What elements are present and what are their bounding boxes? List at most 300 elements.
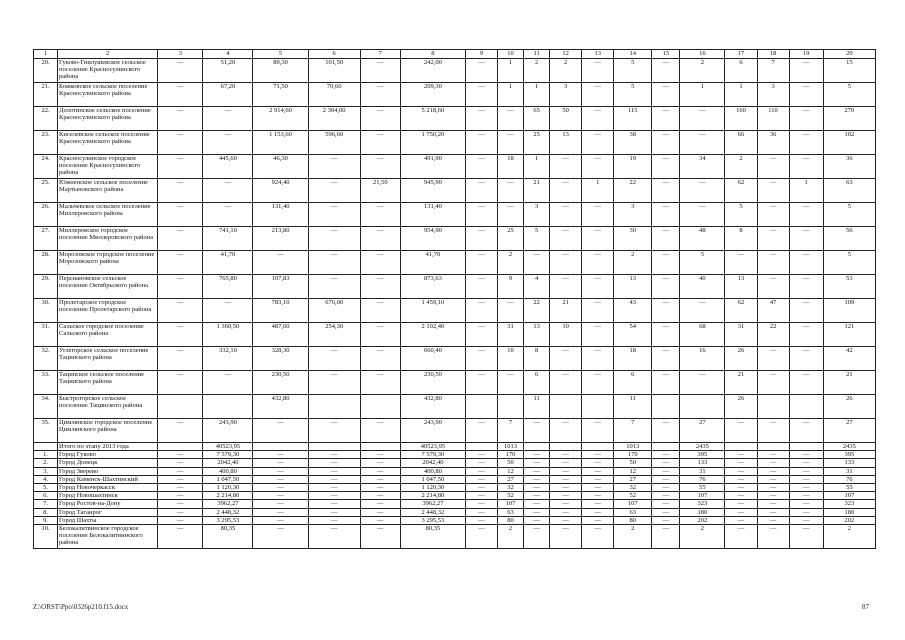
value-cell: 1 120,30	[203, 484, 253, 492]
value-cell: —	[465, 179, 497, 203]
value-cell: 21	[725, 371, 757, 395]
value-cell: —	[725, 475, 757, 483]
value-cell	[158, 395, 203, 419]
row-number-cell: 5.	[34, 484, 58, 492]
value-cell: —	[789, 59, 823, 83]
value-cell: 2435	[680, 443, 725, 451]
value-cell: —	[582, 475, 614, 483]
value-cell: 107,83	[253, 275, 308, 299]
row-number-cell: 34.	[34, 395, 58, 419]
value-cell: —	[789, 83, 823, 107]
value-cell	[253, 443, 308, 451]
value-cell: 21,50	[360, 179, 400, 203]
value-cell: —	[550, 525, 582, 549]
value-cell: —	[360, 59, 400, 83]
value-cell: —	[652, 275, 680, 299]
row-number-cell	[34, 443, 58, 451]
value-cell: 1	[680, 83, 725, 107]
value-cell: 27	[680, 419, 725, 443]
value-cell: —	[652, 467, 680, 475]
value-cell: —	[582, 371, 614, 395]
value-cell: —	[757, 155, 789, 179]
value-cell: —	[253, 500, 308, 508]
value-cell: —	[789, 107, 823, 131]
value-cell: —	[652, 525, 680, 549]
value-cell: —	[158, 525, 203, 549]
value-cell: 180	[823, 508, 875, 516]
value-cell: 10	[498, 347, 524, 371]
value-cell: 26	[823, 395, 875, 419]
value-cell: —	[465, 419, 497, 443]
value-cell: —	[158, 492, 203, 500]
value-cell: —	[652, 59, 680, 83]
value-cell: —	[757, 275, 789, 299]
column-header: 5	[253, 50, 308, 59]
value-cell: —	[789, 131, 823, 155]
value-cell: —	[524, 419, 550, 443]
value-cell: 40523,95	[400, 443, 465, 451]
value-cell: 13	[550, 131, 582, 155]
row-number-cell: 27.	[34, 227, 58, 251]
value-cell: —	[550, 475, 582, 483]
value-cell: 5	[524, 227, 550, 251]
name-cell: Город Таганрог	[58, 508, 158, 516]
value-cell: 52	[498, 492, 524, 500]
column-header: 13	[582, 50, 614, 59]
value-cell: 1013	[498, 443, 524, 451]
column-header: 18	[757, 50, 789, 59]
column-header: 19	[789, 50, 823, 59]
value-cell: —	[360, 419, 400, 443]
value-cell: —	[652, 83, 680, 107]
value-cell: 3	[614, 203, 652, 227]
value-cell: —	[789, 275, 823, 299]
value-cell: —	[550, 371, 582, 395]
value-cell	[498, 395, 524, 419]
value-cell: 68	[680, 323, 725, 347]
value-cell: 2 914,60	[253, 107, 308, 131]
row-number-cell: 22.	[34, 107, 58, 131]
column-header: 16	[680, 50, 725, 59]
value-cell: —	[757, 484, 789, 492]
value-cell: 5	[614, 83, 652, 107]
value-cell: —	[725, 508, 757, 516]
value-cell: —	[582, 467, 614, 475]
name-cell: Пролетарское городское поселение Пролетарского района	[58, 299, 158, 323]
value-cell: —	[524, 251, 550, 275]
value-cell: 332,10	[203, 347, 253, 371]
name-cell: Божковское сельское поселение Красносулинского района	[58, 83, 158, 107]
value-cell: 2 214,80	[400, 492, 465, 500]
value-cell: 80,35	[400, 525, 465, 549]
value-cell: —	[524, 492, 550, 500]
table-row	[34, 500, 876, 508]
value-cell: 209,30	[400, 83, 465, 107]
row-number-cell: 4.	[34, 475, 58, 483]
name-cell: Тацинское сельское поселение Тацинского района	[58, 371, 158, 395]
value-cell: 2	[524, 59, 550, 83]
value-cell: 53	[823, 275, 875, 299]
value-cell	[360, 443, 400, 451]
value-cell: —	[652, 323, 680, 347]
value-cell: —	[360, 299, 400, 323]
value-cell: —	[725, 419, 757, 443]
value-cell: 11	[614, 395, 652, 419]
value-cell: —	[680, 131, 725, 155]
value-cell: 40	[680, 275, 725, 299]
table-row	[34, 525, 876, 549]
value-cell: —	[725, 467, 757, 475]
value-cell: 400,80	[400, 467, 465, 475]
value-cell: —	[465, 227, 497, 251]
value-cell: —	[582, 155, 614, 179]
column-header: 1	[34, 50, 58, 59]
value-cell: 3	[524, 203, 550, 227]
value-cell: —	[789, 155, 823, 179]
value-cell: —	[465, 484, 497, 492]
value-cell: —	[757, 451, 789, 459]
value-cell: —	[308, 516, 360, 524]
value-cell: —	[158, 59, 203, 83]
value-cell: —	[360, 251, 400, 275]
value-cell: —	[789, 484, 823, 492]
row-number-cell: 30.	[34, 299, 58, 323]
value-cell: —	[789, 419, 823, 443]
value-cell: —	[158, 500, 203, 508]
value-cell: —	[757, 347, 789, 371]
value-cell: —	[757, 467, 789, 475]
value-cell: 11	[524, 395, 550, 419]
value-cell: —	[524, 484, 550, 492]
value-cell: —	[465, 459, 497, 467]
value-cell: 54	[614, 323, 652, 347]
value-cell: 1	[498, 59, 524, 83]
name-cell: Морозовское городское поселение Морозовского района	[58, 251, 158, 275]
value-cell: 102	[823, 131, 875, 155]
value-cell: —	[652, 155, 680, 179]
value-cell: —	[308, 419, 360, 443]
value-cell	[757, 443, 789, 451]
value-cell: 27	[823, 419, 875, 443]
value-cell	[203, 395, 253, 419]
value-cell: —	[360, 459, 400, 467]
value-cell: —	[465, 107, 497, 131]
value-cell: 38	[614, 131, 652, 155]
table-row	[34, 323, 876, 347]
value-cell: 133	[680, 459, 725, 467]
value-cell: —	[360, 323, 400, 347]
table-row	[34, 131, 876, 155]
value-cell: —	[203, 179, 253, 203]
value-cell: —	[158, 371, 203, 395]
column-header: 3	[158, 50, 203, 59]
value-cell: 6	[524, 371, 550, 395]
value-cell: —	[308, 179, 360, 203]
value-cell: —	[465, 59, 497, 83]
column-header: 10	[498, 50, 524, 59]
value-cell	[158, 443, 203, 451]
value-cell: 954,90	[400, 227, 465, 251]
value-cell: —	[360, 347, 400, 371]
value-cell: —	[582, 323, 614, 347]
value-cell: —	[524, 525, 550, 549]
value-cell: 50	[614, 459, 652, 467]
value-cell: —	[757, 525, 789, 549]
value-cell: 2 304,00	[308, 107, 360, 131]
value-cell: 41,70	[400, 251, 465, 275]
value-cell: 8	[524, 347, 550, 371]
value-cell: —	[465, 299, 497, 323]
value-cell: 71,50	[253, 83, 308, 107]
row-number-cell: 33.	[34, 371, 58, 395]
value-cell: —	[582, 227, 614, 251]
value-cell: 2042,40	[203, 459, 253, 467]
value-cell: —	[203, 371, 253, 395]
value-cell: —	[550, 179, 582, 203]
value-cell: —	[582, 203, 614, 227]
value-cell: 131,40	[400, 203, 465, 227]
value-cell: —	[680, 203, 725, 227]
value-cell: —	[680, 107, 725, 131]
row-number-cell: 1.	[34, 451, 58, 459]
value-cell: 3	[757, 83, 789, 107]
value-cell: —	[524, 467, 550, 475]
value-cell: 230,50	[253, 371, 308, 395]
column-header: 11	[524, 50, 550, 59]
column-header: 2	[58, 50, 158, 59]
value-cell: 101,50	[308, 59, 360, 83]
row-number-cell: 21.	[34, 83, 58, 107]
value-cell: 323	[680, 500, 725, 508]
value-cell: 52	[614, 492, 652, 500]
value-cell: 3962,27	[203, 500, 253, 508]
row-number-cell: 7.	[34, 500, 58, 508]
value-cell	[582, 395, 614, 419]
value-cell: —	[680, 299, 725, 323]
value-cell: 80,35	[203, 525, 253, 549]
name-cell: Город Гуково	[58, 451, 158, 459]
value-cell: —	[582, 275, 614, 299]
name-cell: Быстрогорское сельское поселение Тацинского района	[58, 395, 158, 419]
value-cell: 5	[823, 251, 875, 275]
value-cell: —	[158, 459, 203, 467]
value-cell: 22	[614, 179, 652, 203]
value-cell: 1013	[614, 443, 652, 451]
value-cell: —	[789, 475, 823, 483]
value-cell: —	[203, 107, 253, 131]
row-number-cell: 32.	[34, 347, 58, 371]
value-cell: 47	[757, 299, 789, 323]
value-cell: 230,50	[400, 371, 465, 395]
row-number-cell: 6.	[34, 492, 58, 500]
value-cell: 7	[614, 419, 652, 443]
value-cell: 31	[725, 323, 757, 347]
value-cell: 121	[823, 323, 875, 347]
value-cell: 21	[524, 179, 550, 203]
data-table	[33, 49, 876, 549]
value-cell: —	[253, 451, 308, 459]
footer-file-path: Z:\ORST\Ppo\0326p210.f15.docx	[33, 603, 129, 611]
value-cell: —	[308, 475, 360, 483]
value-cell: —	[524, 459, 550, 467]
value-cell: 1	[498, 83, 524, 107]
value-cell: —	[465, 275, 497, 299]
value-cell: —	[582, 347, 614, 371]
value-cell	[789, 395, 823, 419]
value-cell: 3 295,53	[400, 516, 465, 524]
value-cell: 2 448,32	[400, 508, 465, 516]
value-cell: 80	[498, 516, 524, 524]
value-cell: —	[789, 500, 823, 508]
value-cell: 783,10	[253, 299, 308, 323]
value-cell: 22	[757, 323, 789, 347]
value-cell: —	[360, 508, 400, 516]
value-cell: —	[360, 107, 400, 131]
value-cell: 41,70	[203, 251, 253, 275]
value-cell: —	[308, 459, 360, 467]
value-cell: 445,60	[203, 155, 253, 179]
value-cell: 32	[614, 484, 652, 492]
value-cell: 2	[680, 525, 725, 549]
value-cell: 10	[550, 323, 582, 347]
value-cell: —	[550, 347, 582, 371]
value-cell: —	[158, 299, 203, 323]
value-cell: 42	[823, 347, 875, 371]
value-cell: —	[360, 484, 400, 492]
value-cell: 2	[498, 525, 524, 549]
value-cell: 7	[498, 419, 524, 443]
value-cell: —	[308, 203, 360, 227]
value-cell: —	[498, 203, 524, 227]
value-cell: 270	[823, 107, 875, 131]
value-cell: —	[465, 500, 497, 508]
value-cell: —	[158, 451, 203, 459]
value-cell: —	[253, 484, 308, 492]
value-cell: —	[498, 179, 524, 203]
value-cell: 491,90	[400, 155, 465, 179]
row-number-cell: 9.	[34, 516, 58, 524]
name-cell: Сальское городское поселение Сальского района	[58, 323, 158, 347]
value-cell: —	[582, 500, 614, 508]
value-cell	[550, 443, 582, 451]
value-cell: 676,00	[308, 299, 360, 323]
value-cell: 400,80	[203, 467, 253, 475]
value-cell: 7 579,30	[400, 451, 465, 459]
value-cell	[652, 395, 680, 419]
value-cell: —	[308, 492, 360, 500]
value-cell: 50	[550, 107, 582, 131]
value-cell: —	[465, 451, 497, 459]
row-number-cell: 26.	[34, 203, 58, 227]
value-cell: 5	[614, 59, 652, 83]
value-cell: 107	[823, 492, 875, 500]
value-cell: 36	[757, 131, 789, 155]
value-cell: —	[789, 371, 823, 395]
value-cell: —	[158, 251, 203, 275]
value-cell: —	[158, 275, 203, 299]
table-row	[34, 484, 876, 492]
table-row	[34, 508, 876, 516]
value-cell: 6	[614, 371, 652, 395]
value-cell: —	[465, 203, 497, 227]
value-cell: 80	[614, 516, 652, 524]
value-cell: —	[308, 347, 360, 371]
value-cell: 1 360,50	[203, 323, 253, 347]
name-cell: Мальчевское сельское поселение Миллеровского района	[58, 203, 158, 227]
value-cell: 8	[725, 227, 757, 251]
value-cell: —	[308, 155, 360, 179]
value-cell: —	[757, 516, 789, 524]
row-number-cell: 10.	[34, 525, 58, 549]
value-cell: 13	[614, 275, 652, 299]
value-cell: 596,60	[308, 131, 360, 155]
value-cell: —	[360, 203, 400, 227]
value-cell: —	[582, 508, 614, 516]
value-cell: —	[158, 131, 203, 155]
value-cell: 1 047,50	[203, 475, 253, 483]
value-cell: —	[550, 467, 582, 475]
value-cell: —	[582, 492, 614, 500]
table-row	[34, 475, 876, 483]
value-cell: —	[789, 508, 823, 516]
value-cell: 63	[498, 508, 524, 516]
value-cell: —	[652, 131, 680, 155]
column-header: 4	[203, 50, 253, 59]
value-cell: 2042,40	[400, 459, 465, 467]
value-cell: 46,30	[253, 155, 308, 179]
table-row	[34, 107, 876, 131]
value-cell: 2	[614, 525, 652, 549]
name-cell: Город Каменск-Шахтинский	[58, 475, 158, 483]
table-row	[34, 451, 876, 459]
value-cell: —	[582, 419, 614, 443]
value-cell: —	[652, 492, 680, 500]
value-cell: —	[203, 131, 253, 155]
value-cell: —	[158, 347, 203, 371]
value-cell	[524, 443, 550, 451]
value-cell	[465, 443, 497, 451]
value-cell: —	[550, 155, 582, 179]
value-cell: 432,80	[253, 395, 308, 419]
value-cell: —	[582, 484, 614, 492]
value-cell: —	[725, 251, 757, 275]
value-cell: —	[680, 371, 725, 395]
column-header: 20	[823, 50, 875, 59]
value-cell: —	[789, 227, 823, 251]
value-cell: —	[652, 299, 680, 323]
value-cell: —	[158, 323, 203, 347]
value-cell: —	[253, 419, 308, 443]
value-cell: —	[550, 459, 582, 467]
value-cell: —	[550, 484, 582, 492]
value-cell: —	[203, 299, 253, 323]
value-cell: 1	[725, 83, 757, 107]
value-cell: 43	[614, 299, 652, 323]
value-cell: —	[757, 371, 789, 395]
column-header: 8	[400, 50, 465, 59]
value-cell: 5	[823, 83, 875, 107]
value-cell: 3962,27	[400, 500, 465, 508]
value-cell: —	[789, 451, 823, 459]
value-cell: 180	[680, 508, 725, 516]
value-cell: 67,20	[203, 83, 253, 107]
value-cell: 487,60	[253, 323, 308, 347]
value-cell: 55	[823, 484, 875, 492]
value-cell: 1	[524, 83, 550, 107]
value-cell	[308, 443, 360, 451]
table-row	[34, 227, 876, 251]
value-cell: 2	[823, 525, 875, 549]
